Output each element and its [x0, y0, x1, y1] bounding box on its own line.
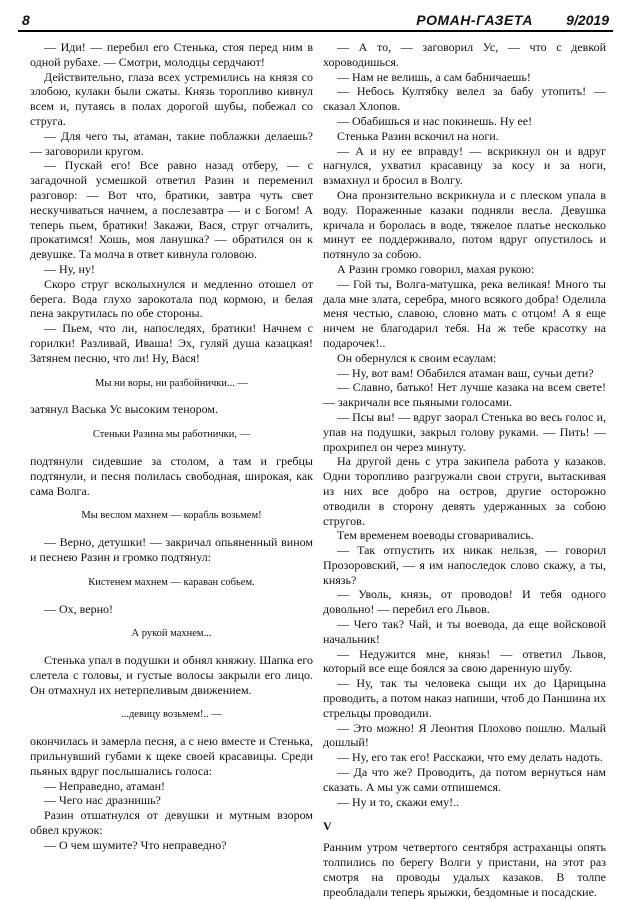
- verse-line: Стеньки Разина мы работнички, —: [92, 429, 251, 441]
- paragraph: — Небось Култябку велел за бабу утопить! — сказал Хлопов.: [323, 84, 606, 114]
- paragraph: — Псы вы! — вдруг заорал Стенька во весь голос и, упав на подушки, закрыл голову руками. — Пить! — прохрипел он через минуту.: [323, 409, 606, 454]
- verse-line: Мы веслом махнем — корабль возьмем!: [81, 510, 262, 522]
- page-number: 8: [22, 12, 30, 28]
- paragraph: Она пронзительно вскрикнула и с плеском упала в воду. Пораженные казаки подняли весла. Девушка кричала и боролась в воде, тяжелое платье несколько минут ее поддерживало, потом вдруг опустилось и потянуло за собою.: [323, 187, 606, 262]
- paragraph: — Ох, верно!: [44, 601, 114, 616]
- paragraph: На другой день с утра закипела работа у казаков. Одни торопливо разгружали свои струги, вытаскивая из них все добро на остров, другие осторожно отводили в сторону девять удержанных за собою стругов.: [323, 454, 606, 528]
- paragraph: — Иди! — перебил его Стенька, стоя перед ним в одной рубахе. — Смотри, молодцы сердчают!: [30, 40, 313, 69]
- paragraph: — Недужится мне, князь! — ответил Львов, который все еще боялся за свою даренную шубу.: [323, 646, 606, 676]
- paragraph: Он обернулся к своим есаулам:: [337, 350, 497, 365]
- paragraph: — Чего так? Чай, и ты воевода, да еще войсковой начальник!: [323, 617, 606, 646]
- left-column: [30, 40, 313, 852]
- issue-number: 9/2019: [566, 12, 609, 28]
- paragraph: Тем временем воеводы сговаривались.: [337, 528, 534, 543]
- paragraph: Скоро струг всколыхнулся и медленно отошел от берега. Вода глухо зарокотала под кормою, и белая пена закрутилась по обе стороны.: [30, 276, 313, 321]
- verse-line: А рукой махнем...: [131, 628, 212, 640]
- paragraph: Стенька упал в подушки и обнял княжну. Шапка его слетела с головы, и густые волосы закрыли его лицо. Он отмахнул их нетерпеливым движением.: [30, 653, 313, 697]
- right-column: [323, 40, 606, 899]
- paragraph: — Уволь, князь, от проводов! И тебя одного довольно! — перебил его Львов.: [323, 587, 606, 617]
- paragraph: — Обабишься и нас покинешь. Ну ее!: [337, 113, 533, 128]
- paragraph: — Неправедно, атаман!: [44, 778, 166, 793]
- paragraph: — Нам не велишь, а сам бабничаешь!: [337, 69, 531, 84]
- paragraph: Разин отшатнулся от девушки и мутным взором обвел кружок:: [30, 808, 313, 838]
- paragraph: — Это можно! Я Леонтия Плохово пошлю. Малый дошлый!: [323, 720, 606, 750]
- paragraph: — Гой ты, Волга-матушка, река великая! Много ты дала мне злата, серебра, много всякого добра! Оделила меня честью, славою, словно мать с отцом! А я еще ничем не благодарил тебя. На ж тебе красотку на подарочек!..: [323, 276, 606, 350]
- paragraph: — Славно, батько! Нет лучше казака на всем свете! — закричали все пьяными голосами.: [323, 380, 606, 410]
- paragraph: Ранним утром четвертого сентября астраханцы опять толпились по берегу Волги у пристани, на этот раз смотря на проводы удалых казаков. В толпе преобладали теперь ярыжки, бездомные и посадские.: [323, 840, 606, 899]
- paragraph: — Ну, ну!: [44, 261, 95, 276]
- verse-line: ...девицу возьмем!.. —: [121, 709, 222, 721]
- paragraph: — А и ну ее вправду! — вскрикнул он и вдруг нагнулся, ухватил красавицу за косу и за ноги, взмахнул и бросил в Волгу.: [323, 143, 606, 188]
- paragraph: — Так отпустить их никак нельзя, — говорил Прозоровский, — я им напоследок слово скажу, а ты, князь?: [323, 543, 606, 587]
- paragraph: — Чего нас дразнишь?: [44, 793, 161, 808]
- paragraph: А Разин громко говорил, махая рукою:: [337, 261, 535, 276]
- paragraph: — Ну и то, скажи ему!..: [337, 794, 460, 809]
- paragraph: — Для чего ты, атаман, такие поблажки делаешь? — заговорили кругом.: [30, 128, 313, 158]
- paragraph: — Верно, детушки! — закричал опьяненный вином и песнею Разин и громко подтянул:: [30, 535, 313, 564]
- paragraph: затянул Васька Ус высоким тенором.: [30, 402, 218, 417]
- verse-line: Кистенем махнем — караван собьем.: [88, 576, 255, 588]
- paragraph: — Ну, вот вам! Обабился атаман ваш, сучьи дети?: [337, 365, 594, 380]
- verse-line: Мы ни воры, ни разбойнички... —: [95, 377, 248, 389]
- paragraph: — Пускай его! Все равно назад отберу, — с загадочной усмешкой ответил Разин и переменил разговор: — Вот что, братики, завтра чуть свет нескучиваться начнем, а послезавтра — и с Богом! А теперь пьем, братики! Закажи, Вася, струг отчалить, прокатимся! Хошь, моя ланушка? — обратился он к девушке. Та молча в ответ кивнула головою.: [30, 158, 313, 262]
- section-heading: V: [323, 819, 332, 834]
- paragraph: — А то, — заговорил Ус, — что с девкой хороводишься.: [323, 40, 606, 69]
- publication-title: РОМАН-ГАЗЕТА: [416, 12, 533, 28]
- paragraph: — Да что же? Проводить, да потом вернуться нам сказать. А мы уж сами отпишемся.: [323, 765, 606, 794]
- paragraph: подтянули сидевшие за столом, а там и гребцы подтянули, и песня полилась свободная, широкая, как сама Волга.: [30, 453, 313, 498]
- page-header: [18, 12, 613, 32]
- paragraph: — О чем шумите? Что неправедно?: [44, 837, 227, 852]
- paragraph: окончилась и замерла песня, а с нею вместе и Стенька, прильнувший губами к щеке своей красавицы. Среди пьяных вдруг послышались голоса:: [30, 734, 313, 778]
- paragraph: — Ну, его так его! Расскажи, что ему делать надоть.: [337, 750, 603, 765]
- paragraph: — Пьем, что ли, напоследях, братики! Начнем с горилки! Разливай, Иваша! Эх, гуляй душа казацкая! Затянем песню, что ли! Ну, Вася!: [30, 321, 313, 365]
- paragraph: Действительно, глаза всех устремились на князя со злобою, кулаки были сжаты. Князь торопливо кивнул всем и, путаясь в полах дорогой шубы, побежал со струга.: [30, 69, 313, 128]
- paragraph: — Ну, так ты человека сыщи их до Царицына проводить, а потом наказ напиши, чтоб до Паншина их стрельцы проводили.: [323, 676, 606, 720]
- paragraph: Стенька Разин вскочил на ноги.: [337, 128, 499, 143]
